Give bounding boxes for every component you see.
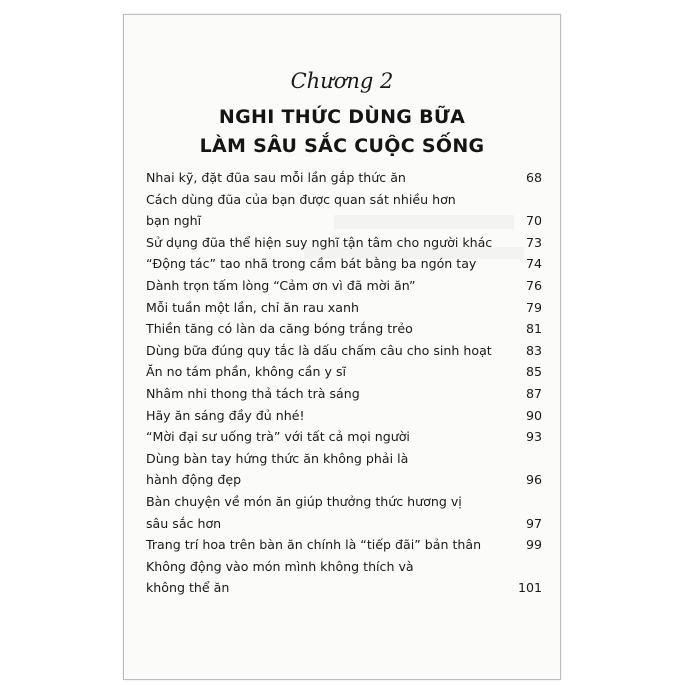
toc-entry-title: Bàn chuyện về món ăn giúp thưởng thức hương vị [146,493,462,509]
toc-entry-page-number: 79 [525,299,542,315]
toc-entry [146,232,542,254]
toc-entry-page-number: 99 [525,537,542,553]
toc-entry [146,340,542,362]
toc-entry [146,491,542,534]
toc-entry [146,167,542,189]
toc-entry-title: Dành trọn tấm lòng “Cảm ơn vì đã mời ăn” [146,277,416,293]
toc-entry-title: Nhâm nhi thong thả tách trà sáng [146,385,360,401]
toc-entry-title: Nhai kỹ, đặt đũa sau mỗi lần gắp thức ăn [146,170,406,185]
toc-entry-page-number: 87 [525,385,542,401]
toc-entry-page-number: 81 [525,321,542,337]
toc-entry [146,275,542,297]
toc-entry-page-number: 73 [525,234,542,250]
toc-entry-title: Mỗi tuần một lần, chỉ ăn rau xanh [146,299,359,315]
toc-entry-page-number: 96 [525,472,542,488]
toc-entry-page-number: 93 [525,429,542,445]
toc-entry-title: Ăn no tám phần, không cần y sĩ [146,364,346,380]
toc-entry-page-number: 74 [525,256,542,272]
toc-entry-title: Thiền tăng có làn da căng bóng trắng trẻo [146,321,413,337]
toc-entry [146,253,542,275]
chapter-title [124,103,560,161]
book-page [123,14,561,680]
toc-entry-title: Dùng bàn tay hứng thức ăn không phải là [146,450,409,466]
toc-entry-page-number: 76 [525,277,542,293]
toc-entry-title: “Động tác” tao nhã trong cầm bát bằng ba ngón tay [146,256,477,272]
toc-entry-title: bạn nghĩ [146,213,202,229]
toc-entry [146,448,542,491]
toc-entry-title: Trang trí hoa trên bàn ăn chính là “tiếp đãi” bản thân [146,537,482,553]
toc-entry [146,297,542,319]
toc-entry-title: Dùng bữa đúng quy tắc là dấu chấm câu cho sinh hoạt [146,342,492,358]
toc-entry [146,318,542,340]
toc-entry-page-number: 70 [525,213,542,229]
toc-entry [146,361,542,383]
toc-entry [146,189,542,232]
chapter-label: Chương 2 [290,69,394,93]
toc-entry-page-number: 101 [517,580,542,596]
toc-entry-title: hành động đẹp [146,472,242,488]
toc-entry-title: Cách dùng đũa của bạn được quan sát nhiều hơn [146,191,456,207]
toc-entry-page-number: 97 [525,515,542,531]
toc-entry [146,534,542,556]
toc-entry [146,405,542,427]
toc-entry-title: sâu sắc hơn [146,515,222,531]
toc-entry-title: Sử dụng đũa thể hiện suy nghĩ tận tâm cho người khác [146,234,493,250]
toc-entry-page-number: 68 [525,170,542,185]
chapter-title-line: LÀM SÂU SẮC CUỘC SỐNG [199,135,485,157]
toc-entry-title: không thể ăn [146,580,230,596]
toc-entry-page-number: 90 [525,407,542,423]
toc-entry-page-number: 83 [525,342,542,358]
chapter-title-line: NGHI THỨC DÙNG BỮA [218,106,466,128]
toc-entry-title: Không động vào món mình không thích và [146,558,414,574]
table-of-contents [146,167,542,599]
toc-entry [146,383,542,405]
toc-entry [146,556,542,599]
toc-entry-page-number: 85 [525,364,542,380]
toc-entry [146,426,542,448]
toc-entry-title: “Mời đại sư uống trà” với tất cả mọi người [146,429,410,445]
toc-entry-title: Hãy ăn sáng đầy đủ nhé! [146,407,305,423]
